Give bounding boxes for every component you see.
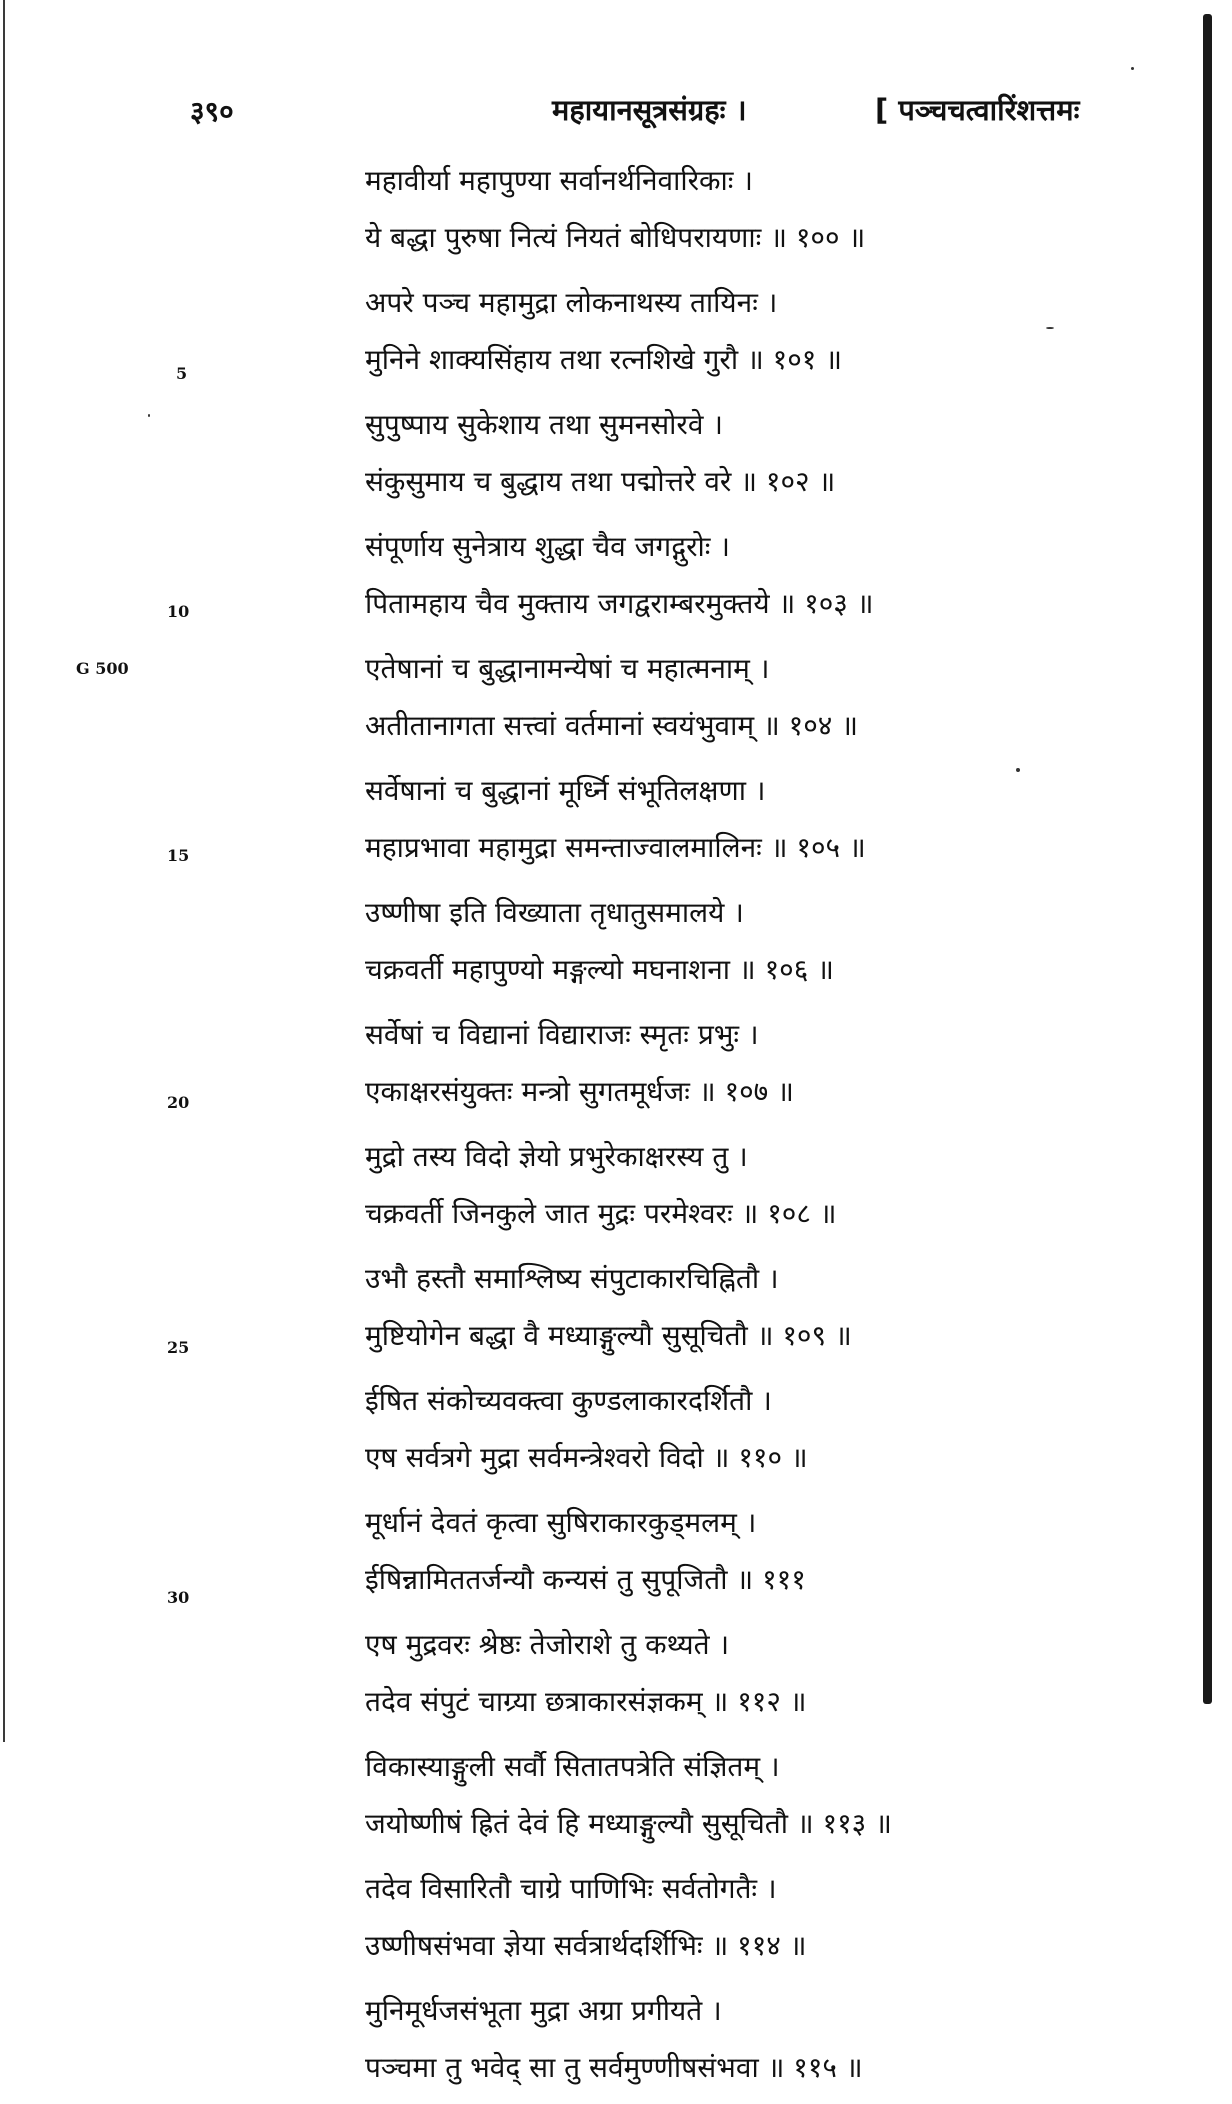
scan-speck [1016,768,1020,772]
verse-line: मूर्धानं देवतं कृत्वा सुषिराकारकुड्मलम् । [365,1506,757,1539]
chapter-heading: [ पञ्चचत्वारिंशत्तमः [875,93,1080,127]
verse-line: एष सर्वत्रगे मुद्रा सर्वमन्त्रेश्वरो विदो ॥ ११० ॥ [365,1441,808,1474]
verse [365,762,1185,876]
verse-line: एतेषानां च बुद्धानामन्येषां च महात्मनाम् । [365,652,770,685]
verse-line: मुद्रो तस्य विदो ज्ञेयो प्रभुरेकाक्षरस्य तु । [365,1140,748,1173]
verse-line: उभौ हस्तौ समाश्लिष्य संपुटाकारचिह्नितौ । [365,1262,779,1295]
verse-line: जयोष्णीषं ह्रितं देवं हि मध्याङ्गुल्यौ सुसूचितौ ॥ ११३ ॥ [365,1807,892,1840]
page-number: ३९० [190,95,234,128]
verse-block [365,152,1185,2104]
verse [365,1738,1185,1852]
verse-line: विकास्याङ्गुली सर्वौ सितातपत्रेति संज्ञितम् । [365,1750,780,1783]
verse-line: चक्रवर्ती जिनकुले जात मुद्रः परमेश्वरः ॥ १०८ ॥ [365,1197,837,1230]
verse-line: तदेव संपुटं चाग्र्या छत्राकारसंज्ञकम् ॥ ११२ ॥ [365,1685,807,1718]
margin-line-number: 10 [167,602,190,621]
margin-line-number: 30 [167,1588,190,1607]
verse-line: तदेव विसारितौ चाग्रे पाणिभिः सर्वतोगतैः । [365,1872,777,1905]
verse-line: एष मुद्रवरः श्रेष्ठः तेजोराशे तु कथ्यते । [365,1628,730,1661]
scan-edge-left [3,0,5,1742]
verse-line: मुनिमूर्धजसंभूता मुद्रा अग्रा प्रगीयते । [365,1994,722,2027]
verse [365,640,1185,754]
verse-line: पञ्चमा तु भवेद् सा तु सर्वमुण्णीषसंभवा ॥ ११५ ॥ [365,2051,863,2084]
running-header [0,84,1232,134]
verse-line: सर्वेषानां च बुद्धानां मूर्ध्नि संभूतिलक्षणा । [365,774,766,807]
margin-line-number: 20 [167,1093,190,1112]
verse [365,396,1185,510]
verse-line: पितामहाय चैव मुक्ताय जगद्वराम्बरमुक्तये ॥ १०३ ॥ [365,587,874,620]
verse-line: अपरे पञ्च महामुद्रा लोकनाथस्य तायिनः । [365,286,778,319]
verse [365,1616,1185,1730]
verse-line: उष्णीषा इति विख्याता तृधातुसमालये । [365,896,744,929]
margin-line-number: 25 [167,1338,190,1357]
scan-speck [148,414,150,417]
verse [365,1006,1185,1120]
verse-line: ये बद्धा पुरुषा नित्यं नियतं बोधिपरायणाः ॥ १०० ॥ [365,221,866,254]
verse-line: मुष्टियोगेन बद्धा वै मध्याङ्गुल्यौ सुसूचितौ ॥ १०९ ॥ [365,1319,852,1352]
scan-speck [1131,67,1134,70]
verse-line: चक्रवर्ती महापुण्यो मङ्गल्यो मघनाशना ॥ १०६ ॥ [365,953,834,986]
verse [365,1128,1185,1242]
verse [365,1982,1185,2096]
verse [365,152,1185,266]
verse [365,1860,1185,1974]
verse [365,1494,1185,1608]
verse [365,1250,1185,1364]
verse-line: संकुसुमाय च बुद्धाय तथा पद्मोत्तरे वरे ॥ १०२ ॥ [365,465,836,498]
verse-line: ईषिन्नामिततर्जन्यौ कन्यसं तु सुपूजितौ ॥ १११ [365,1563,806,1596]
verse-line: उष्णीषसंभवा ज्ञेया सर्वत्रार्थदर्शिभिः ॥ ११४ ॥ [365,1929,807,1962]
margin-line-number: 5 [176,364,188,383]
verse-line: मुनिने शाक्यसिंहाय तथा रत्नशिखे गुरौ ॥ १०१ ॥ [365,343,843,376]
verse [365,518,1185,632]
verse [365,1372,1185,1486]
verse-line: अतीतानागता सत्त्वां वर्तमानां स्वयंभुवाम् ॥ १०४ ॥ [365,709,859,742]
verse-line: सुपुष्पाय सुकेशाय तथा सुमनसोरवे । [365,408,723,441]
verse-line: महाप्रभावा महामुद्रा समन्ताज्वालमालिनः ॥ १०५ ॥ [365,831,866,864]
scan-edge-right [1203,14,1212,1704]
running-title: महायानसूत्रसंग्रहः । [552,93,747,127]
margin-line-number: 15 [167,846,190,865]
verse-line: संपूर्णाय सुनेत्राय शुद्धा चैव जगद्गुरोः । [365,530,730,563]
verse-line: सर्वेषां च विद्यानां विद्याराजः स्मृतः प्रभुः । [365,1018,759,1051]
verse-line: ईषित संकोच्यवक्त्वा कुण्डलाकारदर्शितौ । [365,1384,772,1417]
edition-page-reference: G 500 [76,659,129,678]
verse [365,884,1185,998]
verse-line: एकाक्षरसंयुक्तः मन्त्रो सुगतमूर्धजः ॥ १०७ ॥ [365,1075,794,1108]
verse-line: महावीर्या महापुण्या सर्वानर्थनिवारिकाः । [365,164,753,197]
verse [365,274,1185,388]
scan-speck [1046,327,1054,329]
